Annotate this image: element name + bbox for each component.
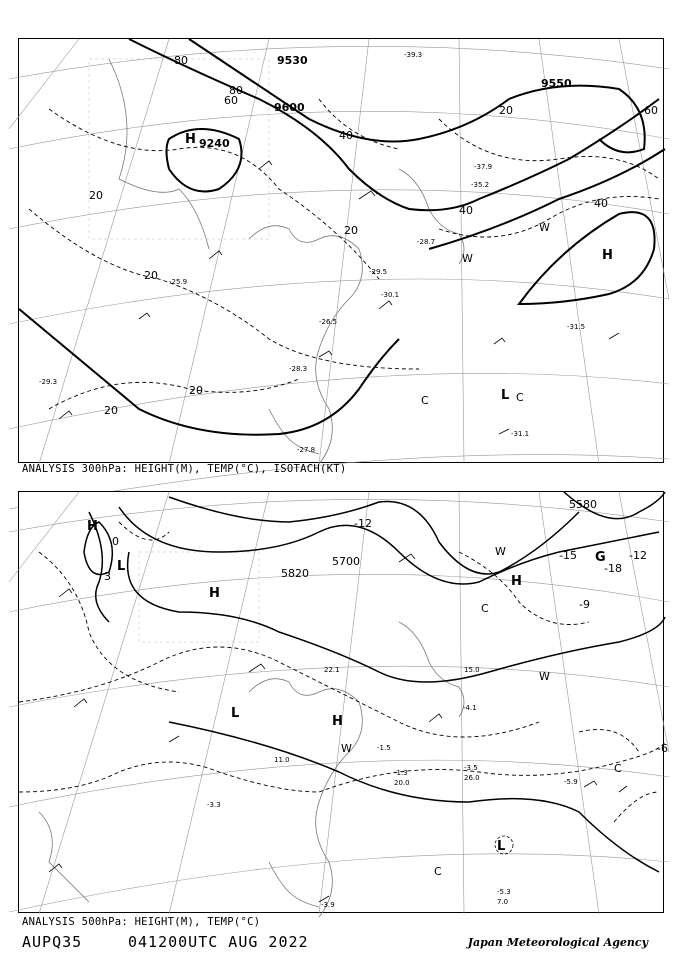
isotach-label: 20 bbox=[344, 224, 358, 237]
height-label: 5820 bbox=[281, 567, 309, 580]
temp-label: -25.9 bbox=[169, 278, 188, 286]
isotach-label: 20 bbox=[189, 384, 203, 397]
height-contours bbox=[84, 492, 665, 872]
obs-label: -3.3 bbox=[207, 801, 221, 809]
height-label: 5700 bbox=[332, 555, 360, 568]
isotach-label: 80 bbox=[229, 84, 243, 97]
warm-cold-markers bbox=[421, 221, 550, 407]
agency-name: Japan Meteorological Agency bbox=[467, 936, 648, 949]
isotach-label: 40 bbox=[459, 204, 473, 217]
isotach-label: 40 bbox=[339, 129, 353, 142]
high-center: H bbox=[332, 714, 343, 729]
map-300hpa-canvas bbox=[19, 39, 665, 464]
height-label: 9530 bbox=[277, 54, 308, 67]
pressure-center-labels bbox=[87, 519, 606, 854]
lat-lon-grid bbox=[9, 39, 669, 509]
coastlines bbox=[109, 59, 464, 464]
warm-marker: W bbox=[495, 545, 506, 558]
isotherm-label: -9 bbox=[579, 598, 590, 611]
height-label: 9550 bbox=[541, 77, 572, 90]
isotherm-label: -15 bbox=[559, 549, 577, 562]
obs-label: -5.3 bbox=[497, 888, 511, 896]
isotherm-label: 0 bbox=[112, 535, 119, 548]
temp-label: -39.3 bbox=[404, 51, 423, 59]
isotach-label: 60 bbox=[224, 94, 238, 107]
cold-marker: C bbox=[614, 762, 622, 775]
temp-label: -28.7 bbox=[417, 238, 436, 246]
temp-label: -31.1 bbox=[511, 430, 530, 438]
isotherm-label: -12 bbox=[629, 549, 647, 562]
high-center: H bbox=[511, 574, 522, 589]
temp-label: -31.5 bbox=[567, 323, 586, 331]
high-center: H bbox=[209, 586, 220, 601]
low-center: L bbox=[497, 839, 506, 854]
g-center: G bbox=[595, 550, 606, 565]
obs-label: 22.1 bbox=[324, 666, 340, 674]
warm-marker: W bbox=[539, 670, 550, 683]
high-center: H bbox=[185, 132, 196, 147]
obs-label: 11.0 bbox=[274, 756, 290, 764]
obs-label: -4.1 bbox=[463, 704, 477, 712]
height-label: 9600 bbox=[274, 101, 305, 114]
height-value-labels bbox=[199, 54, 572, 150]
obs-label: 26.0 bbox=[464, 774, 480, 782]
warm-cold-markers bbox=[341, 545, 622, 878]
map-panel-500hpa bbox=[18, 491, 668, 913]
warm-marker: W bbox=[341, 742, 352, 755]
obs-label: 15.0 bbox=[464, 666, 480, 674]
obs-label: -3.9 bbox=[321, 901, 335, 909]
caption-500hpa: ANALYSIS 500hPa: HEIGHT(M), TEMP(°C) bbox=[22, 916, 261, 928]
cold-marker: C bbox=[434, 865, 442, 878]
height-label: 5580 bbox=[569, 498, 597, 511]
high-center: H bbox=[87, 519, 98, 534]
isotherm-value-labels bbox=[104, 517, 668, 755]
wind-barbs bbox=[59, 161, 619, 434]
isotach-label: 20 bbox=[89, 189, 103, 202]
isotherm-label: 3 bbox=[104, 570, 111, 583]
isotach-label: 80 bbox=[174, 54, 188, 67]
height-label: 9240 bbox=[199, 137, 230, 150]
map-panel-300hpa bbox=[18, 38, 664, 463]
isotach-label: 20 bbox=[104, 404, 118, 417]
temp-label: -26.5 bbox=[319, 318, 338, 326]
cold-marker: C bbox=[516, 391, 524, 404]
obs-label: -3.5 bbox=[464, 764, 478, 772]
warm-marker: W bbox=[539, 221, 550, 234]
analysis-datetime: 041200UTC AUG 2022 bbox=[128, 933, 309, 951]
isotach-label: 60 bbox=[644, 104, 658, 117]
high-center: H bbox=[602, 248, 613, 263]
obs-label: -1.3 bbox=[394, 769, 408, 777]
map-500hpa-canvas bbox=[19, 492, 668, 914]
caption-300hpa: ANALYSIS 300hPa: HEIGHT(M), TEMP(°C), ISOTACH(KT) bbox=[22, 463, 347, 475]
warm-marker: W bbox=[462, 252, 473, 265]
station-observations bbox=[207, 666, 578, 909]
cold-marker: C bbox=[481, 602, 489, 615]
isotherm-label: -18 bbox=[604, 562, 622, 575]
obs-label: 7.0 bbox=[497, 898, 509, 906]
temp-label: -29.3 bbox=[39, 378, 58, 386]
temp-label: -28.3 bbox=[289, 365, 308, 373]
isotach-label: 20 bbox=[144, 269, 158, 282]
temp-label: -37.9 bbox=[474, 163, 493, 171]
low-center: L bbox=[501, 388, 510, 403]
isotach-label: 20 bbox=[499, 104, 513, 117]
temp-label: -27.8 bbox=[297, 446, 316, 454]
chart-code: AUPQ35 bbox=[22, 933, 83, 951]
isotherm-label: -12 bbox=[354, 517, 372, 530]
isotach-value-labels bbox=[89, 54, 658, 417]
low-center: L bbox=[117, 559, 126, 574]
low-center: L bbox=[231, 706, 240, 721]
temp-label: -35.2 bbox=[471, 181, 490, 189]
obs-label: -5.9 bbox=[564, 778, 578, 786]
isotherm-label: -6 bbox=[657, 742, 668, 755]
hatched-region bbox=[139, 552, 259, 642]
isotach-label: 40 bbox=[594, 197, 608, 210]
temp-label: -30.1 bbox=[381, 291, 400, 299]
obs-label: 20.0 bbox=[394, 779, 410, 787]
temp-label: -29.5 bbox=[369, 268, 388, 276]
cold-marker: C bbox=[421, 394, 429, 407]
obs-label: -1.5 bbox=[377, 744, 391, 752]
